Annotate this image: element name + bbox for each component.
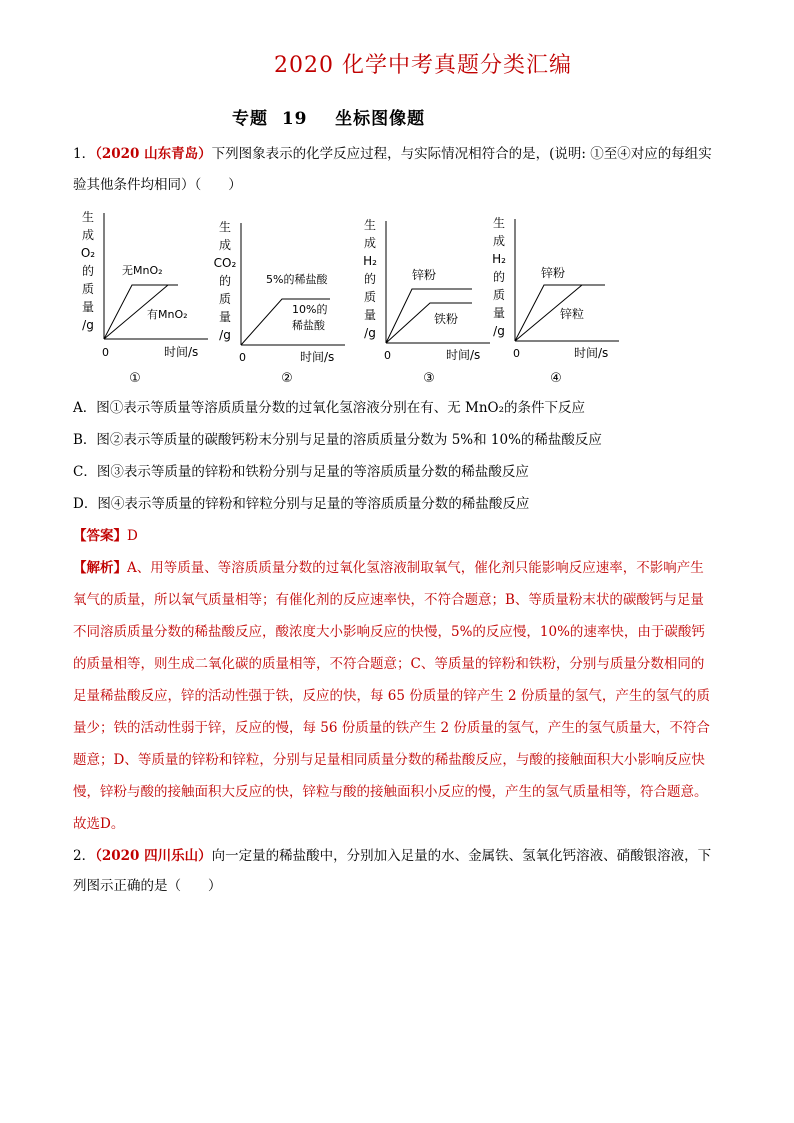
- fig1-label-no-mno2: 无MnO₂: [122, 264, 163, 277]
- q1-option-b: B．图②表示等质量的碳酸钙粉末分别与足量的溶质质量分数为 5%和 10%的稀盐酸反应: [73, 432, 602, 448]
- q1-option-c: C．图③表示等质量的锌粉和铁粉分别与足量的等溶质质量分数的稀盐酸反应: [73, 464, 529, 480]
- q1-stem-line-2: 验其他条件均相同）（ ）: [73, 177, 242, 193]
- fig1-label-with-mno2: 有MnO₂: [147, 308, 188, 321]
- fig4-ylabel-char: 成: [492, 234, 506, 248]
- q1-option-d: D．图④表示等质量的锌粉和锌粒分别与足量的等溶质质量分数的稀盐酸反应: [73, 496, 530, 512]
- fig2-label-10pct-line1: 10%的: [292, 303, 328, 316]
- fig1-ylabel-char: 生: [81, 210, 95, 224]
- fig2-xlabel: 时间/s: [300, 350, 335, 364]
- fig2-ylabel-char: 生: [218, 220, 232, 234]
- fig1-xlabel: 时间/s: [164, 345, 199, 359]
- fig3-ylabel-char: H₂: [363, 254, 377, 268]
- fig3-ylabel-char: 质: [363, 290, 377, 304]
- document-title: 2020 化学中考真题分类汇编: [274, 53, 572, 78]
- fig4-ylabel-char: H₂: [492, 252, 506, 266]
- fig1-ylabel-char: 量: [81, 300, 95, 314]
- q1-analysis-line: 不同溶质质量分数的稀盐酸反应，酸浓度大小影响反应的快慢，5%的反应慢，10%的速率快，由于碳酸钙: [73, 624, 705, 640]
- figure-2: [214, 219, 345, 386]
- fig2-label-5pct: 5%的稀盐酸: [266, 273, 328, 286]
- fig3-line-iron: [386, 303, 472, 343]
- q1-analysis-line: 足量稀盐酸反应，锌的活动性强于铁，反应的快，每 65 份质量的锌产生 2 份质量的氢气，产生的氢气的质: [73, 688, 710, 704]
- q1-source: （2020 山东青岛）: [95, 146, 212, 162]
- q1-answer: [73, 528, 138, 544]
- q1-analysis-line: 量少；铁的活动性弱于锌，反应的慢，每 56 份质量的铁产生 2 份质量的氢气，产生的氢气质量大，不符合: [73, 720, 710, 736]
- q2-number: 2．: [73, 848, 96, 864]
- fig2-ylabel-char: CO₂: [213, 256, 237, 270]
- fig4-ylabel-char: /g: [493, 324, 505, 338]
- q1-stem-line-1: [73, 146, 712, 162]
- section-subtitle: 专题 19 坐标图像题: [232, 109, 426, 129]
- q2-stem-text: 向一定量的稀盐酸中，分别加入足量的水、金属铁、氢氧化钙溶液、硝酸银溶液，下: [211, 848, 712, 864]
- answer-label: 【答案】: [73, 528, 127, 544]
- q1-analysis-line: 慢，锌粉与酸的接触面积大反应的快，锌粒与酸的接触面积小反应的慢，产生的氢气质量相等，符合题意。: [73, 784, 708, 800]
- fig4-ylabel-char: 生: [492, 216, 506, 230]
- fig4-ylabel-char: 量: [492, 306, 506, 320]
- fig3-xlabel: 时间/s: [446, 348, 481, 362]
- fig3-origin: 0: [384, 349, 391, 362]
- q1-figures: [60, 205, 650, 390]
- figure-4: [492, 215, 619, 386]
- fig1-ylabel-char: 成: [81, 228, 95, 242]
- q1-stem-text: 下列图象表示的化学反应过程，与实际情况相符合的是，(说明: ①至④对应的每组实: [211, 146, 712, 162]
- q1-analysis-line: 氧气的质量，所以氧气质量相等；有催化剂的反应速率快，不符合题意；B、等质量粉末状的碳酸钙与足量: [73, 592, 704, 608]
- figure-3: [363, 217, 490, 386]
- q2-stem-line-1: [73, 848, 711, 864]
- fig2-origin: 0: [239, 351, 246, 364]
- q1-analysis-line-1: [73, 560, 704, 576]
- q2-source: （2020 四川乐山）: [95, 848, 212, 864]
- fig3-ylabel-char: 的: [363, 272, 377, 286]
- fig4-label-zinc-powder: 锌粉: [541, 266, 566, 280]
- fig1-ylabel-char: /g: [82, 318, 94, 332]
- q1-number: 1．: [73, 146, 96, 162]
- fig2-ylabel-char: /g: [219, 328, 231, 342]
- fig4-xlabel: 时间/s: [574, 346, 609, 360]
- answer-value: D: [127, 528, 138, 544]
- q1-option-a: A．图①表示等质量等溶质质量分数的过氧化氢溶液分别在有、无 MnO₂的条件下反应: [73, 400, 586, 416]
- fig2-ylabel-char: 质: [218, 292, 232, 306]
- figure-1: [81, 209, 208, 386]
- fig1-ylabel-char: 质: [81, 282, 95, 296]
- fig1-ylabel-char: O₂: [80, 246, 96, 260]
- fig1-caption: ①: [129, 371, 141, 386]
- fig1-origin: 0: [102, 346, 109, 359]
- q1-analysis-line: 故选D。: [73, 816, 125, 832]
- fig3-ylabel-char: 量: [363, 308, 377, 322]
- fig4-caption: ④: [550, 371, 562, 386]
- q2-stem-line-2: 列图示正确的是（ ）: [73, 878, 222, 894]
- fig3-label-iron: 铁粉: [434, 312, 459, 326]
- fig4-ylabel-char: 的: [492, 270, 506, 284]
- analysis-label: 【解析】: [73, 560, 127, 576]
- fig3-caption: ③: [423, 371, 435, 386]
- fig3-ylabel-char: /g: [364, 326, 376, 340]
- fig2-ylabel-char: 的: [218, 274, 232, 288]
- q1-analysis-line: 题意；D、等质量的锌粉和锌粒，分别与足量相同质量分数的稀盐酸反应，与酸的接触面积大小影响反应快: [73, 752, 705, 768]
- fig3-ylabel-char: 生: [363, 218, 377, 232]
- fig4-label-zinc-granule: 锌粒: [560, 307, 585, 321]
- fig3-ylabel-char: 成: [363, 236, 377, 250]
- fig1-ylabel-char: 的: [81, 264, 95, 278]
- analysis-text: A、用等质量、等溶质质量分数的过氧化氢溶液制取氧气，催化剂只能影响反应速率，不影响产生: [127, 560, 704, 576]
- fig3-label-zinc: 锌粉: [412, 268, 437, 282]
- fig4-ylabel-char: 质: [492, 288, 506, 302]
- fig4-origin: 0: [513, 347, 520, 360]
- fig3-line-zinc: [386, 289, 472, 343]
- q1-analysis-line: 的质量相等，则生成二氧化碳的质量相等，不符合题意；C、等质量的锌粉和铁粉，分别与质量分数相同的: [73, 656, 705, 672]
- fig2-caption: ②: [281, 371, 293, 386]
- fig2-ylabel-char: 成: [218, 238, 232, 252]
- fig2-label-10pct-line2: 稀盐酸: [292, 319, 325, 332]
- fig2-ylabel-char: 量: [218, 310, 232, 324]
